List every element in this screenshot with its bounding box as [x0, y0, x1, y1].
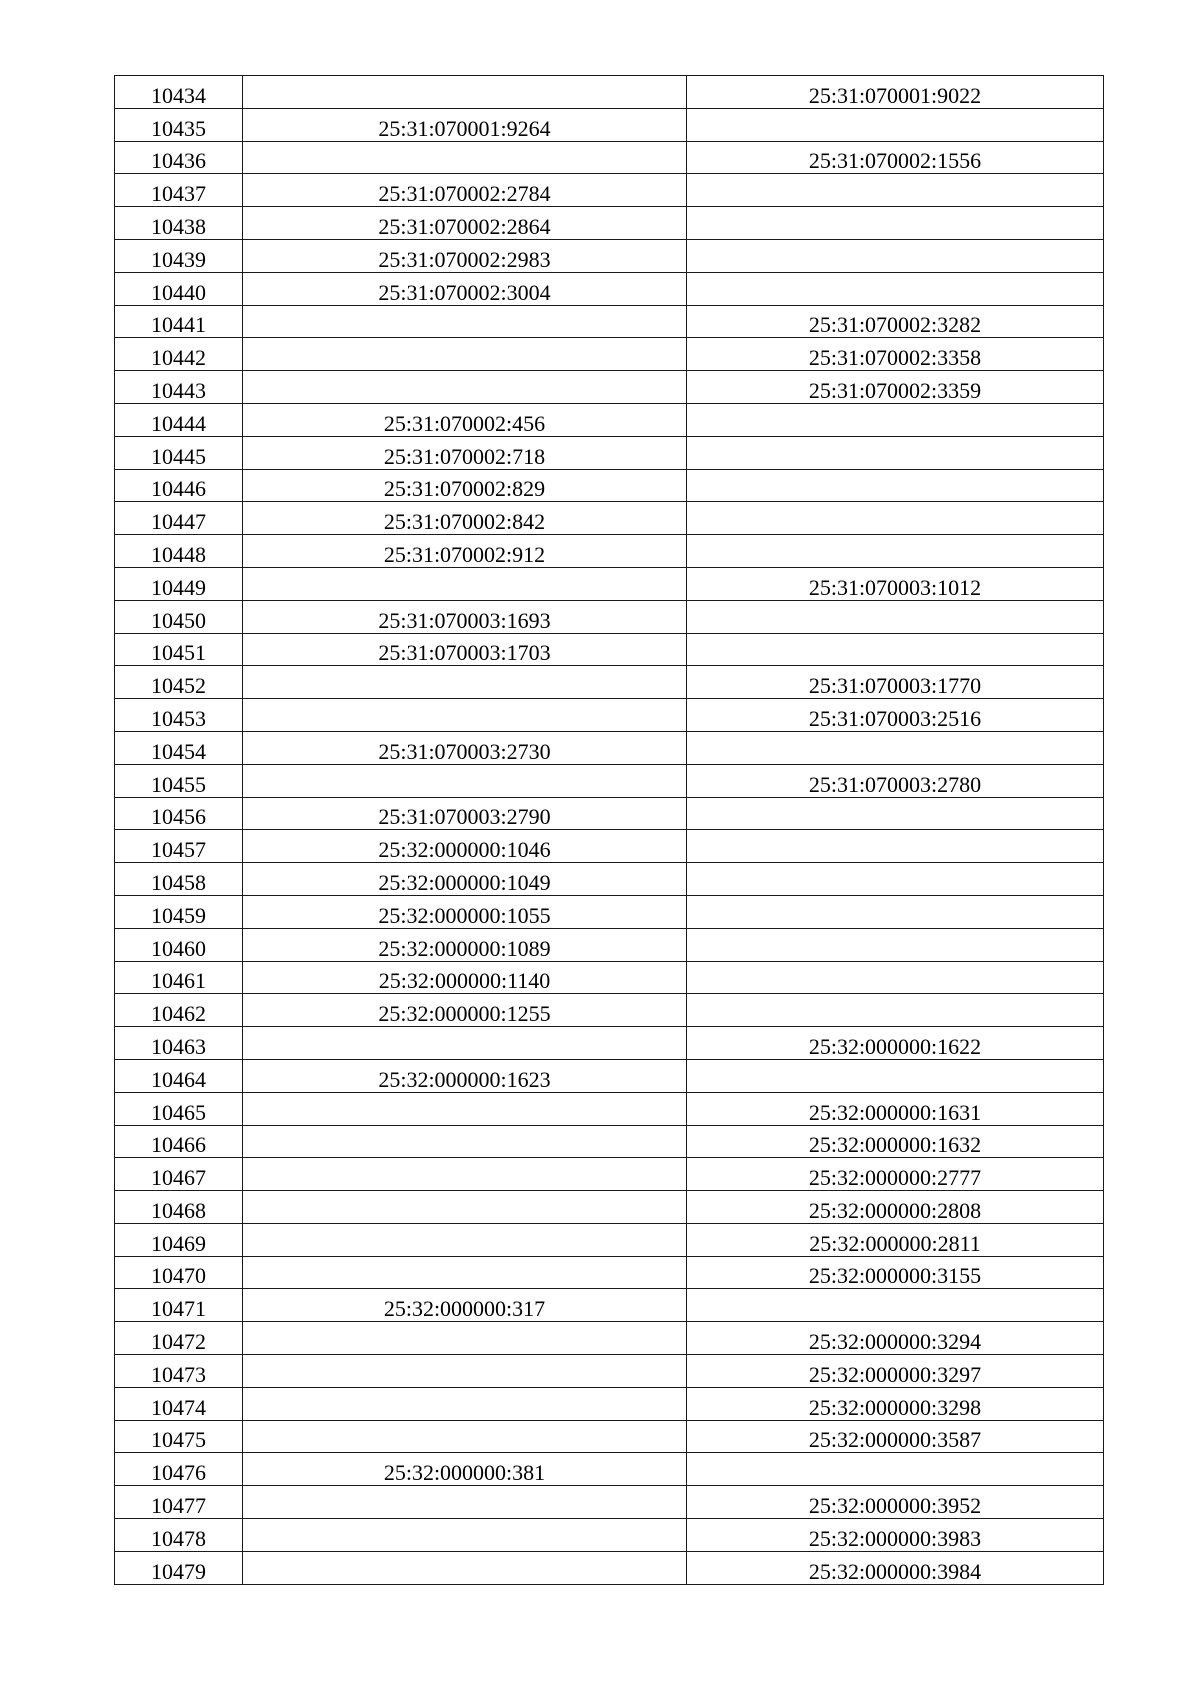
cadastral-number-cell-b: 25:32:000000:2811 — [687, 1223, 1104, 1256]
cadastral-table — [114, 75, 1104, 1585]
cadastral-number-cell-b: 25:32:000000:3952 — [687, 1486, 1104, 1519]
cadastral-number-cell-b: 25:32:000000:3294 — [687, 1322, 1104, 1355]
table-row — [115, 797, 1104, 830]
table-row — [115, 928, 1104, 961]
table-row — [115, 633, 1104, 666]
cadastral-number-cell-a — [243, 1223, 687, 1256]
row-number-cell: 10468 — [115, 1191, 243, 1224]
cadastral-number-cell-a — [243, 1256, 687, 1289]
row-number-cell: 10473 — [115, 1355, 243, 1388]
table-row — [115, 239, 1104, 272]
row-number-cell: 10471 — [115, 1289, 243, 1322]
cadastral-number-cell-b — [687, 830, 1104, 863]
table-row — [115, 207, 1104, 240]
cadastral-number-cell-a — [243, 1420, 687, 1453]
cadastral-number-cell-a: 25:32:000000:1049 — [243, 863, 687, 896]
table-row — [115, 895, 1104, 928]
row-number-cell: 10479 — [115, 1551, 243, 1584]
table-row — [115, 1059, 1104, 1092]
row-number-cell: 10466 — [115, 1125, 243, 1158]
table-row — [115, 108, 1104, 141]
cadastral-number-cell-a: 25:32:000000:317 — [243, 1289, 687, 1322]
row-number-cell: 10439 — [115, 239, 243, 272]
table-row — [115, 567, 1104, 600]
cadastral-number-cell-a: 25:31:070002:2983 — [243, 239, 687, 272]
cadastral-number-cell-a: 25:31:070002:718 — [243, 436, 687, 469]
row-number-cell: 10436 — [115, 141, 243, 174]
cadastral-number-cell-b: 25:32:000000:3983 — [687, 1519, 1104, 1552]
row-number-cell: 10441 — [115, 305, 243, 338]
cadastral-number-cell-a: 25:32:000000:1255 — [243, 994, 687, 1027]
cadastral-number-cell-a — [243, 1387, 687, 1420]
table-row — [115, 1551, 1104, 1584]
row-number-cell: 10475 — [115, 1420, 243, 1453]
cadastral-number-cell-b: 25:32:000000:2808 — [687, 1191, 1104, 1224]
cadastral-number-cell-b: 25:32:000000:3297 — [687, 1355, 1104, 1388]
table-row — [115, 1092, 1104, 1125]
row-number-cell: 10456 — [115, 797, 243, 830]
row-number-cell: 10454 — [115, 731, 243, 764]
table-row — [115, 76, 1104, 109]
cadastral-number-cell-b: 25:31:070001:9022 — [687, 76, 1104, 109]
row-number-cell: 10451 — [115, 633, 243, 666]
table-row — [115, 699, 1104, 732]
cadastral-number-cell-b — [687, 928, 1104, 961]
cadastral-number-cell-b — [687, 895, 1104, 928]
row-number-cell: 10447 — [115, 502, 243, 535]
cadastral-number-cell-a — [243, 1125, 687, 1158]
cadastral-number-cell-b: 25:32:000000:1622 — [687, 1027, 1104, 1060]
row-number-cell: 10463 — [115, 1027, 243, 1060]
cadastral-number-cell-b — [687, 1453, 1104, 1486]
cadastral-number-cell-b: 25:32:000000:3155 — [687, 1256, 1104, 1289]
cadastral-number-cell-a: 25:32:000000:1623 — [243, 1059, 687, 1092]
cadastral-number-cell-a — [243, 1519, 687, 1552]
cadastral-number-cell-b: 25:31:070003:1770 — [687, 666, 1104, 699]
cadastral-number-cell-a: 25:31:070002:2864 — [243, 207, 687, 240]
table-row — [115, 403, 1104, 436]
table-row — [115, 174, 1104, 207]
table-row — [115, 1223, 1104, 1256]
cadastral-number-cell-a: 25:31:070002:2784 — [243, 174, 687, 207]
cadastral-number-cell-a: 25:31:070002:3004 — [243, 272, 687, 305]
cadastral-number-cell-a — [243, 76, 687, 109]
cadastral-number-cell-b — [687, 633, 1104, 666]
row-number-cell: 10440 — [115, 272, 243, 305]
table-body — [115, 76, 1104, 1585]
cadastral-number-cell-b: 25:31:070002:1556 — [687, 141, 1104, 174]
row-number-cell: 10455 — [115, 764, 243, 797]
row-number-cell: 10465 — [115, 1092, 243, 1125]
cadastral-number-cell-a: 25:31:070002:456 — [243, 403, 687, 436]
row-number-cell: 10450 — [115, 600, 243, 633]
cadastral-number-cell-b: 25:31:070002:3282 — [687, 305, 1104, 338]
table-row — [115, 764, 1104, 797]
table-row — [115, 1027, 1104, 1060]
table-row — [115, 1355, 1104, 1388]
cadastral-number-cell-b — [687, 502, 1104, 535]
row-number-cell: 10446 — [115, 469, 243, 502]
cadastral-number-cell-b — [687, 174, 1104, 207]
row-number-cell: 10478 — [115, 1519, 243, 1552]
row-number-cell: 10476 — [115, 1453, 243, 1486]
cadastral-number-cell-a — [243, 1322, 687, 1355]
cadastral-number-cell-b — [687, 863, 1104, 896]
cadastral-number-cell-b — [687, 994, 1104, 1027]
cadastral-number-cell-b: 25:31:070003:1012 — [687, 567, 1104, 600]
cadastral-number-cell-a: 25:31:070003:1703 — [243, 633, 687, 666]
row-number-cell: 10474 — [115, 1387, 243, 1420]
row-number-cell: 10459 — [115, 895, 243, 928]
cadastral-number-cell-a: 25:31:070002:912 — [243, 535, 687, 568]
row-number-cell: 10461 — [115, 961, 243, 994]
row-number-cell: 10460 — [115, 928, 243, 961]
cadastral-number-cell-b: 25:32:000000:1631 — [687, 1092, 1104, 1125]
table-row — [115, 502, 1104, 535]
cadastral-number-cell-a: 25:31:070002:842 — [243, 502, 687, 535]
table-row — [115, 830, 1104, 863]
table-row — [115, 1322, 1104, 1355]
table-row — [115, 469, 1104, 502]
table-row — [115, 535, 1104, 568]
table-row — [115, 731, 1104, 764]
table-row — [115, 371, 1104, 404]
row-number-cell: 10462 — [115, 994, 243, 1027]
table-row — [115, 1453, 1104, 1486]
cadastral-number-cell-a: 25:31:070002:829 — [243, 469, 687, 502]
table-row — [115, 1519, 1104, 1552]
row-number-cell: 10443 — [115, 371, 243, 404]
cadastral-number-cell-a — [243, 1092, 687, 1125]
row-number-cell: 10438 — [115, 207, 243, 240]
table-row — [115, 863, 1104, 896]
cadastral-number-cell-a: 25:32:000000:1089 — [243, 928, 687, 961]
cadastral-number-cell-a — [243, 699, 687, 732]
cadastral-number-cell-b: 25:32:000000:1632 — [687, 1125, 1104, 1158]
cadastral-number-cell-a — [243, 1486, 687, 1519]
row-number-cell: 10437 — [115, 174, 243, 207]
table-row — [115, 338, 1104, 371]
row-number-cell: 10434 — [115, 76, 243, 109]
table-row — [115, 272, 1104, 305]
table-row — [115, 1125, 1104, 1158]
row-number-cell: 10442 — [115, 338, 243, 371]
row-number-cell: 10453 — [115, 699, 243, 732]
table-row — [115, 1486, 1104, 1519]
row-number-cell: 10457 — [115, 830, 243, 863]
cadastral-number-cell-a: 25:32:000000:381 — [243, 1453, 687, 1486]
cadastral-number-cell-b — [687, 961, 1104, 994]
cadastral-number-cell-a — [243, 141, 687, 174]
row-number-cell: 10452 — [115, 666, 243, 699]
table-row — [115, 600, 1104, 633]
cadastral-number-cell-a — [243, 764, 687, 797]
table-row — [115, 961, 1104, 994]
cadastral-number-cell-b: 25:31:070003:2516 — [687, 699, 1104, 732]
row-number-cell: 10469 — [115, 1223, 243, 1256]
table-row — [115, 436, 1104, 469]
row-number-cell: 10467 — [115, 1158, 243, 1191]
row-number-cell: 10472 — [115, 1322, 243, 1355]
cadastral-number-cell-a: 25:31:070003:1693 — [243, 600, 687, 633]
cadastral-number-cell-b: 25:31:070002:3359 — [687, 371, 1104, 404]
row-number-cell: 10444 — [115, 403, 243, 436]
table-row — [115, 1256, 1104, 1289]
cadastral-number-cell-a — [243, 1551, 687, 1584]
cadastral-number-cell-b: 25:31:070002:3358 — [687, 338, 1104, 371]
row-number-cell: 10445 — [115, 436, 243, 469]
table-row — [115, 305, 1104, 338]
cadastral-number-cell-a: 25:31:070003:2730 — [243, 731, 687, 764]
cadastral-number-cell-a — [243, 305, 687, 338]
table-row — [115, 666, 1104, 699]
cadastral-number-cell-a: 25:32:000000:1055 — [243, 895, 687, 928]
row-number-cell: 10435 — [115, 108, 243, 141]
cadastral-number-cell-a — [243, 1355, 687, 1388]
table-row — [115, 141, 1104, 174]
cadastral-number-cell-b — [687, 797, 1104, 830]
row-number-cell: 10448 — [115, 535, 243, 568]
cadastral-number-cell-b: 25:32:000000:3587 — [687, 1420, 1104, 1453]
cadastral-number-cell-a: 25:32:000000:1140 — [243, 961, 687, 994]
row-number-cell: 10449 — [115, 567, 243, 600]
table-row — [115, 1191, 1104, 1224]
table-row — [115, 1289, 1104, 1322]
cadastral-number-cell-b: 25:32:000000:2777 — [687, 1158, 1104, 1191]
cadastral-number-cell-a: 25:31:070001:9264 — [243, 108, 687, 141]
cadastral-number-cell-a — [243, 1158, 687, 1191]
table-row — [115, 1420, 1104, 1453]
cadastral-number-cell-b — [687, 1059, 1104, 1092]
cadastral-number-cell-b — [687, 239, 1104, 272]
cadastral-number-cell-b — [687, 272, 1104, 305]
cadastral-number-cell-a — [243, 567, 687, 600]
cadastral-number-cell-b — [687, 731, 1104, 764]
table-row — [115, 1158, 1104, 1191]
cadastral-number-cell-b: 25:32:000000:3298 — [687, 1387, 1104, 1420]
cadastral-number-cell-a — [243, 371, 687, 404]
cadastral-number-cell-b — [687, 436, 1104, 469]
cadastral-number-cell-a — [243, 338, 687, 371]
cadastral-number-cell-b: 25:31:070003:2780 — [687, 764, 1104, 797]
row-number-cell: 10477 — [115, 1486, 243, 1519]
cadastral-number-cell-b — [687, 108, 1104, 141]
row-number-cell: 10458 — [115, 863, 243, 896]
cadastral-number-cell-b — [687, 535, 1104, 568]
cadastral-number-cell-a — [243, 1027, 687, 1060]
row-number-cell: 10464 — [115, 1059, 243, 1092]
table-row — [115, 994, 1104, 1027]
cadastral-number-cell-b — [687, 469, 1104, 502]
cadastral-number-cell-a — [243, 1191, 687, 1224]
cadastral-number-cell-b — [687, 207, 1104, 240]
cadastral-number-cell-b — [687, 600, 1104, 633]
cadastral-number-cell-a: 25:31:070003:2790 — [243, 797, 687, 830]
cadastral-number-cell-b: 25:32:000000:3984 — [687, 1551, 1104, 1584]
cadastral-number-cell-a — [243, 666, 687, 699]
cadastral-number-cell-b — [687, 403, 1104, 436]
row-number-cell: 10470 — [115, 1256, 243, 1289]
cadastral-number-cell-b — [687, 1289, 1104, 1322]
table-row — [115, 1387, 1104, 1420]
cadastral-number-cell-a: 25:32:000000:1046 — [243, 830, 687, 863]
